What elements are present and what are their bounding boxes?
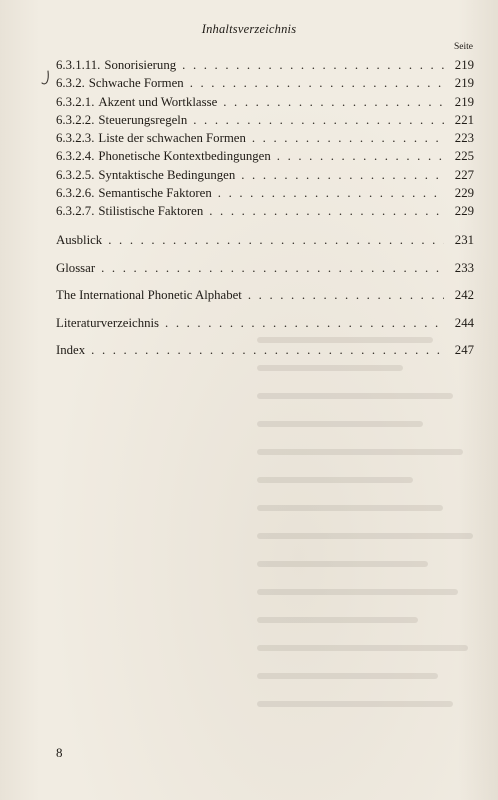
dot-leader <box>101 259 444 277</box>
entry-number: 6.3.2.6. <box>56 186 95 201</box>
dot-leader <box>182 56 444 74</box>
entry-title: Schwache Formen <box>88 76 184 91</box>
toc-major-entry-index[interactable] <box>56 341 474 359</box>
dot-leader <box>277 147 444 165</box>
entry-title: Index <box>56 343 86 358</box>
dot-leader <box>241 166 444 184</box>
entry-title: Steuerungsregeln <box>98 112 188 127</box>
entry-page: 221 <box>454 112 474 127</box>
toc-entry[interactable] <box>56 56 474 74</box>
dot-leader <box>252 129 444 147</box>
entry-page: 247 <box>454 343 474 358</box>
toc-entry[interactable] <box>56 147 474 165</box>
entry-title: Semantische Faktoren <box>98 186 212 201</box>
dot-leader <box>193 111 444 129</box>
entry-title: Ausblick <box>56 233 103 248</box>
entry-number: 6.3.2.2. <box>56 112 95 127</box>
toc-entry[interactable] <box>56 111 474 129</box>
entry-title: Literaturverzeichnis <box>56 315 160 330</box>
entry-number: 6.3.2. <box>56 76 85 91</box>
entry-page: 223 <box>454 131 474 146</box>
entry-number: 6.3.2.7. <box>56 204 95 219</box>
dot-leader <box>218 184 444 202</box>
dot-leader <box>248 286 444 304</box>
entry-page: 229 <box>454 186 474 201</box>
entry-page: 219 <box>454 94 474 109</box>
toc-major-entry-ausblick[interactable] <box>56 231 474 249</box>
page-number: 8 <box>56 745 63 760</box>
entry-number: 6.3.2.4. <box>56 149 95 164</box>
entry-page: 219 <box>454 76 474 91</box>
entry-title: Sonorisierung <box>104 58 177 72</box>
entry-number: 6.3.2.5. <box>56 167 95 182</box>
entry-number: 6.3.2.3. <box>56 131 95 146</box>
entry-page: 242 <box>454 288 474 303</box>
entry-page: 233 <box>454 260 474 275</box>
entry-title: Akzent und Wortklasse <box>98 94 218 109</box>
bleed-through-texture <box>250 330 490 730</box>
dot-leader <box>108 231 444 249</box>
toc-entry[interactable] <box>56 166 474 184</box>
entry-title: Liste der schwachen Formen <box>98 131 246 146</box>
entry-page: 219 <box>454 58 474 72</box>
pencil-checkmark-icon <box>40 70 52 86</box>
dot-leader <box>165 314 444 332</box>
toc-major-entry-literaturverzeichnis[interactable] <box>56 314 474 332</box>
toc-major-entry-glossar[interactable] <box>56 259 474 277</box>
entry-page: 225 <box>454 149 474 164</box>
table-of-contents <box>56 56 474 359</box>
entry-title: The International Phonetic Alphabet <box>56 288 242 303</box>
dot-leader <box>223 93 444 111</box>
entry-title: Glossar <box>56 260 96 275</box>
toc-entry[interactable] <box>56 93 474 111</box>
page-column-label: Seite <box>454 42 473 52</box>
entry-number: 6.3.1.11. <box>56 58 101 72</box>
entry-page: 244 <box>454 315 474 330</box>
entry-title: Syntaktische Bedingungen <box>98 167 236 182</box>
dot-leader <box>91 341 444 359</box>
entry-page: 231 <box>454 233 474 248</box>
dot-leader <box>190 74 444 92</box>
toc-entry[interactable] <box>56 184 474 202</box>
running-head: Inhaltsverzeichnis <box>201 22 297 36</box>
entry-title: Phonetische Kontextbedingungen <box>98 149 271 164</box>
dot-leader <box>209 202 444 220</box>
toc-entry[interactable] <box>56 74 474 92</box>
entry-title: Stilistische Faktoren <box>98 204 204 219</box>
toc-major-entry-ipa[interactable] <box>56 286 474 304</box>
entry-number: 6.3.2.1. <box>56 94 95 109</box>
toc-entry[interactable] <box>56 129 474 147</box>
entry-page: 227 <box>454 167 474 182</box>
toc-entry[interactable] <box>56 202 474 220</box>
entry-page: 229 <box>454 204 474 219</box>
